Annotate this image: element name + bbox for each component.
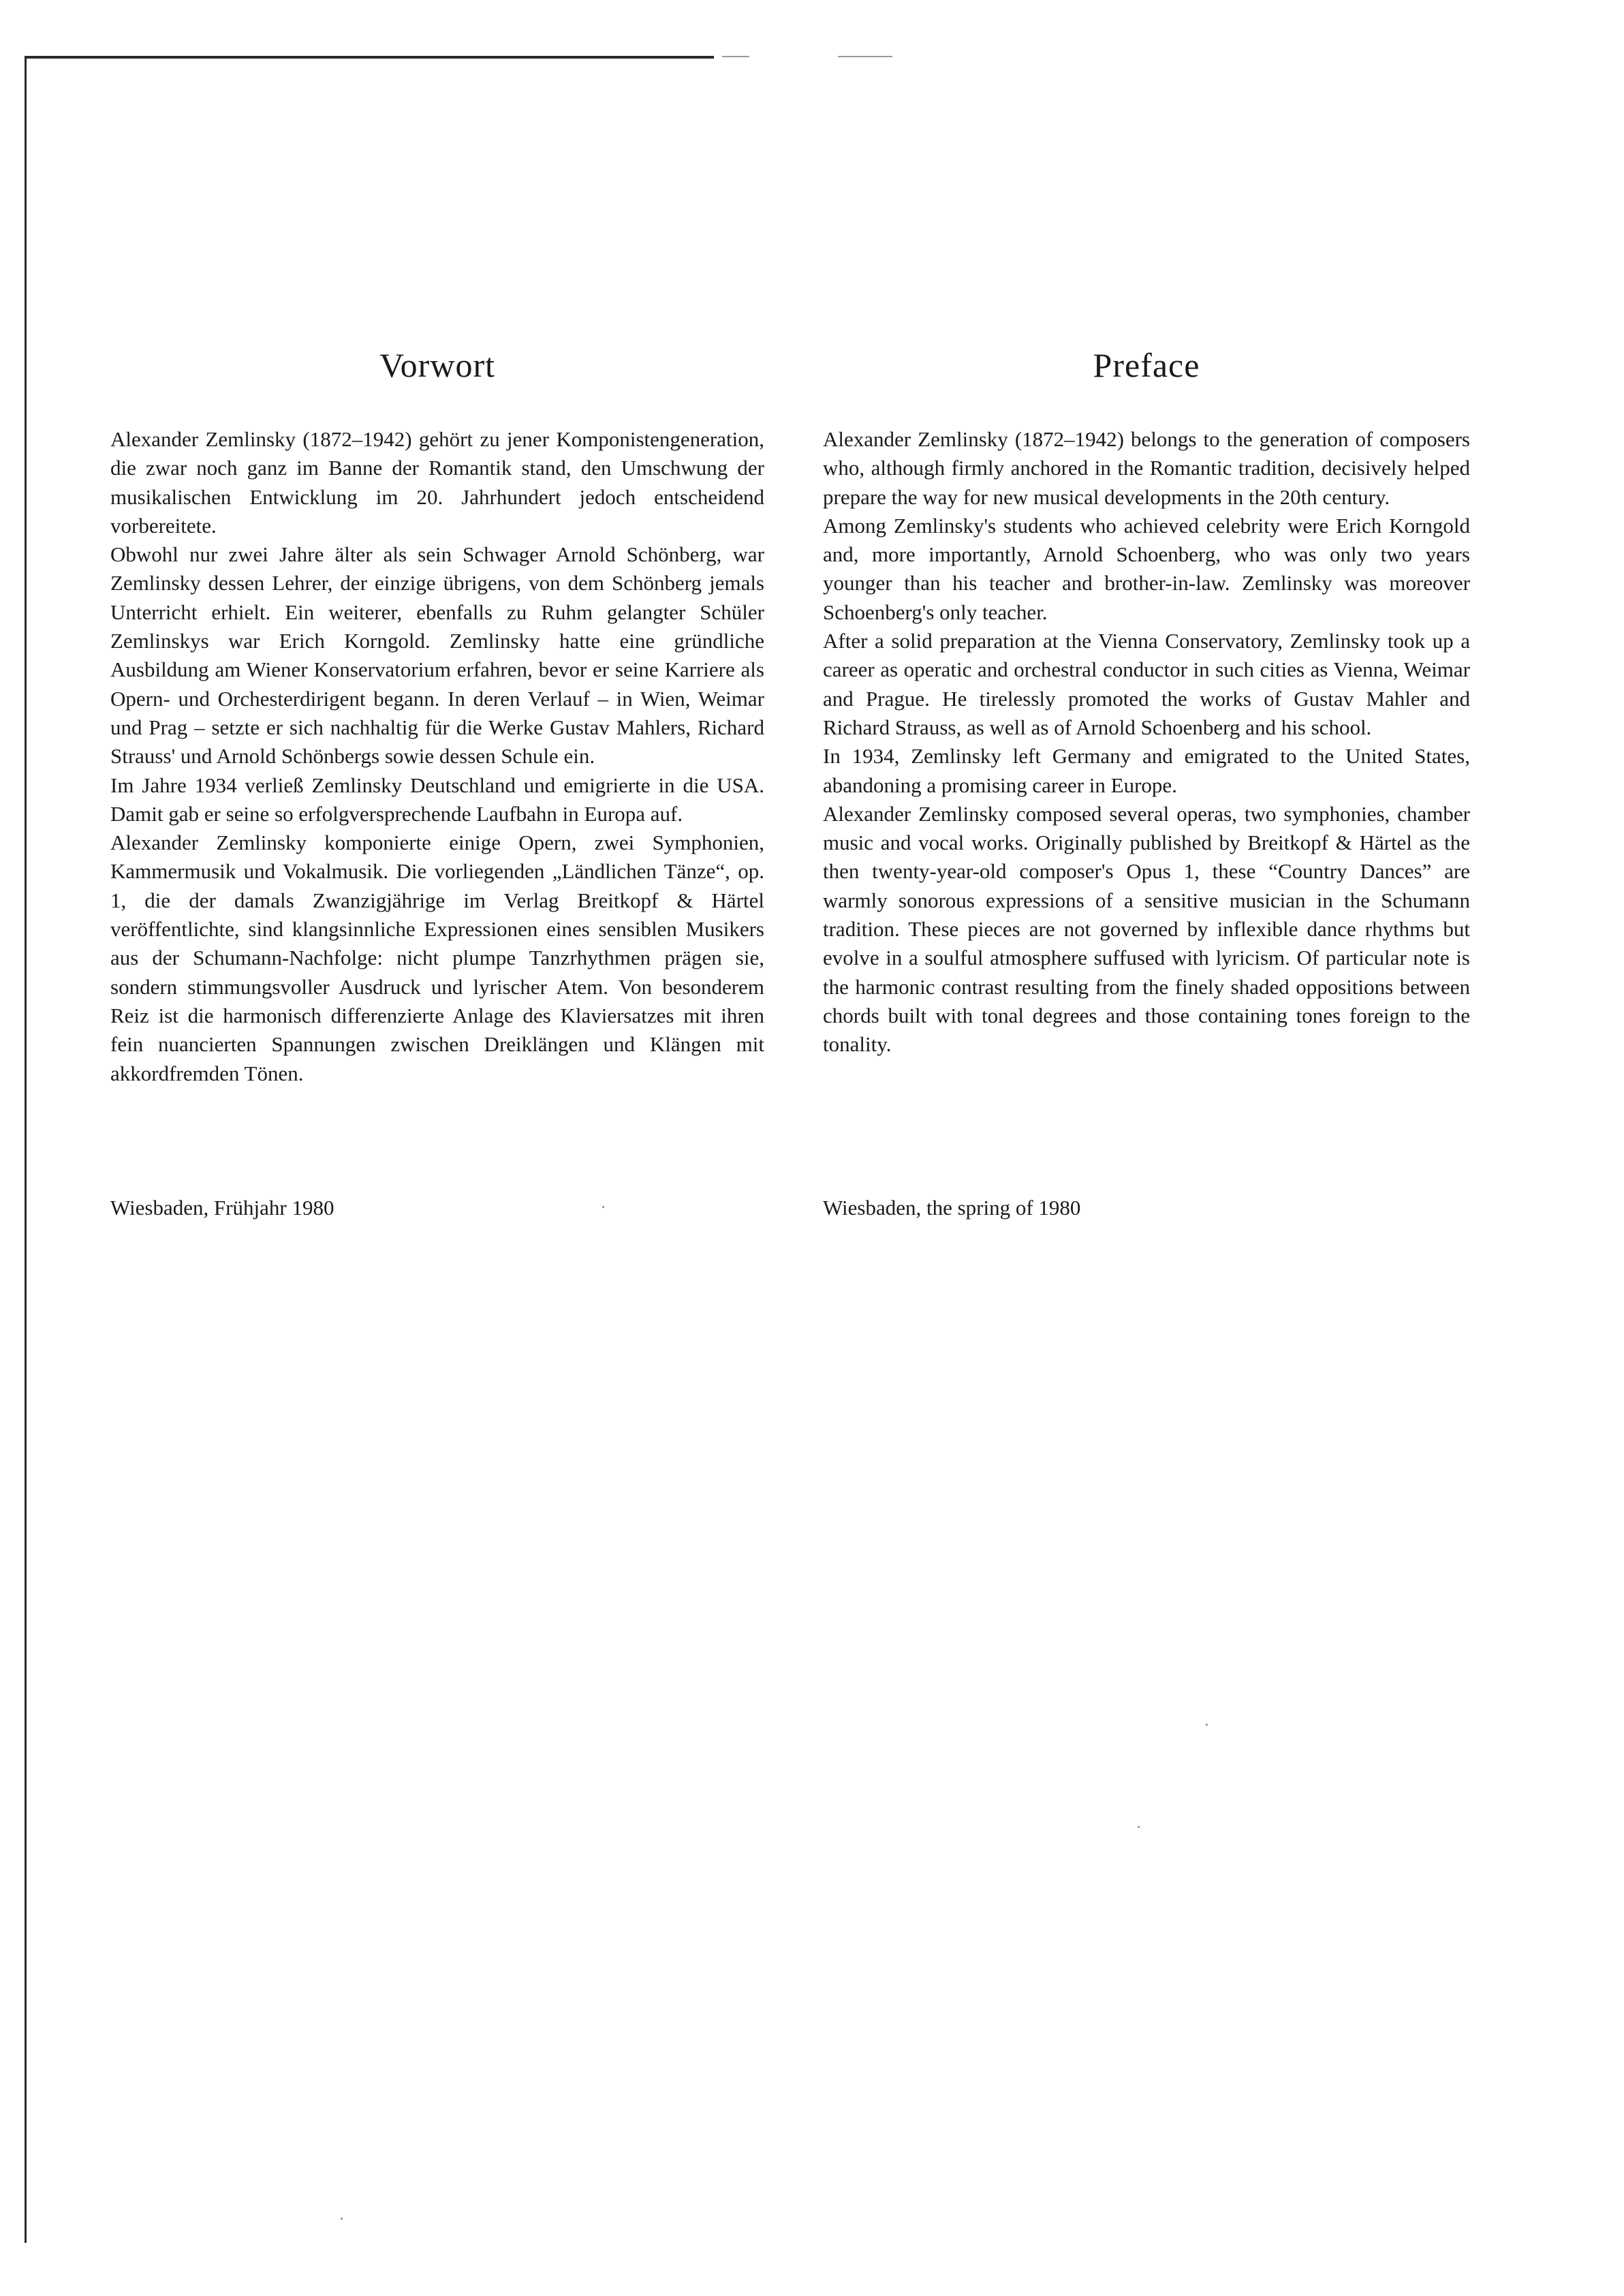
german-preface — [110, 341, 764, 1088]
scan-speck — [341, 2218, 343, 2220]
english-title: Preface — [1093, 346, 1200, 384]
scan-speck — [602, 1206, 604, 1208]
english-paragraph: In 1934, Zemlinsky left Germany and emigrated to the United States, abandoning a promising career in Europe. — [823, 744, 1470, 797]
english-signoff: Wiesbaden, the spring of 1980 — [823, 1196, 1081, 1220]
scan-left-edge — [25, 56, 27, 2243]
german-title: Vorwort — [379, 346, 495, 384]
german-paragraph: Alexander Zemlinsky komponierte einige Opern, zwei Symphonien, Kammermusik und Vokalmusik. Die vorliegenden „Ländlichen Tänze“, op. 1, die der damals Zwanzigjährige im Verlag Breitkopf & Härtel veröffentlichte, sind klangsinnliche Expressionen eines sensiblen Musikers aus der Schumann-Nachfolge: nicht plumpe Tanzrhythmen prägen sie, sondern stimmungsvoller Ausdruck und lyrischer Atem. Von besonderem Reiz ist die harmonisch differenzierte Anlage des Klaviersatzes mit ihren fein nuancierten Spannungen zwischen Dreiklängen und Klängen mit akkordfremden Tönen. — [110, 831, 764, 1085]
german-signoff: Wiesbaden, Frühjahr 1980 — [110, 1196, 334, 1220]
english-paragraph: Alexander Zemlinsky composed several operas, two symphonies, chamber music and vocal works. Originally published by Breitkopf & Härtel as the then twenty-year-old composer's Opus 1, these “Country Dances” are warmly sonorous expressions of a sensitive musician in the Schumann tradition. These pieces are not governed by inflexible dance rhythms but evolve in a soulful atmosphere suffused with lyricism. Of particular note is the harmonic contrast resulting from the finely shaded oppositions between chords built with tonal degrees and those containing tones foreign to the tonality. — [823, 801, 1470, 1057]
scan-top-rule — [26, 56, 714, 59]
scan-top-rule-fragment — [838, 56, 892, 57]
english-paragraph: After a solid preparation at the Vienna Conservatory, Zemlinsky took up a career as operatic and orchestral conductor in such cities as Vienna, Weimar and Prague. He tirelessly promoted the works of Gustav Mahler and Richard Strauss, as well as of Arnold Schoenberg and his school. — [823, 629, 1470, 739]
english-preface — [823, 341, 1470, 1059]
german-paragraph: Obwohl nur zwei Jahre älter als sein Schwager Arnold Schönberg, war Zemlinsky dessen Lehrer, der einzige übrigens, von dem Schönberg jemals Unterricht erhielt. Ein weiterer, ebenfalls zu Ruhm gelangter Schüler Zemlinskys war Erich Korngold. Zemlinsky hatte eine gründliche Ausbildung am Wiener Konservatorium erfahren, bevor er seine Karriere als Opern- und Orchesterdirigent begann. In deren Verlauf – in Wien, Weimar und Prag – setzte er sich nachhaltig für die Werke Gustav Mahlers, Richard Strauss' und Arnold Schönbergs sowie dessen Schule ein. — [110, 542, 764, 769]
scan-top-rule-fragment — [722, 56, 749, 57]
german-paragraph: Im Jahre 1934 verließ Zemlinsky Deutschland und emigrierte in die USA. Damit gab er seine so erfolgversprechende Laufbahn in Europa auf. — [110, 773, 764, 826]
scan-speck — [1206, 1724, 1208, 1726]
scan-speck — [1138, 1826, 1140, 1828]
english-paragraph: Among Zemlinsky's students who achieved celebrity were Erich Korngold and, more importantly, Arnold Schoenberg, who was only two years younger than his teacher and brother-in-law. Zemlinsky was moreover Schoenberg's only teacher. — [823, 513, 1470, 624]
english-paragraph: Alexander Zemlinsky (1872–1942) belongs to the generation of composers who, although firmly anchored in the Romantic tradition, decisively helped prepare the way for new musical developments in the 20th century. — [823, 427, 1470, 509]
german-paragraph: Alexander Zemlinsky (1872–1942) gehört zu jener Komponistengeneration, die zwar noch ganz im Banne der Romantik stand, den Umschwung der musikalischen Entwicklung im 20. Jahrhundert jedoch entscheidend vorbereitete. — [110, 427, 764, 538]
